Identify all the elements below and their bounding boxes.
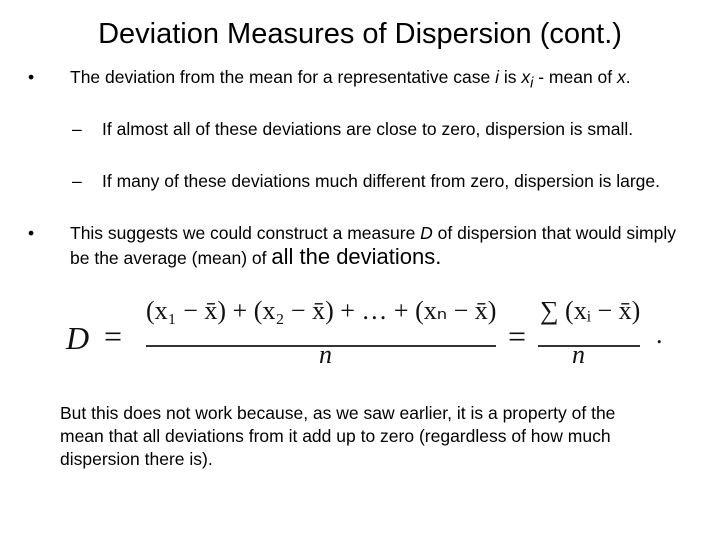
bullet-marker: • xyxy=(28,67,35,87)
sub-bullet-small-dispersion xyxy=(72,118,682,141)
formula-denominator: n xyxy=(319,340,332,369)
formula-equals: = xyxy=(104,318,123,354)
bullet-text: This suggests we could construct a measure D of dispersion that would simply be the average (mean) of all the deviations. xyxy=(70,223,676,269)
mean-deviation-formula xyxy=(62,296,682,376)
formula-equals: = xyxy=(508,318,527,354)
sub-bullet-large-dispersion xyxy=(72,170,682,193)
sub-bullet-text: If almost all of these deviations are close to zero, dispersion is small. xyxy=(102,119,634,139)
formula-period: . xyxy=(656,320,663,349)
sub-bullet-marker: – xyxy=(72,119,82,139)
slide-title: Deviation Measures of Dispersion (cont.) xyxy=(98,18,622,50)
conclusion-text: But this does not work because, as we saw earlier, it is a property of the mean that all deviations from it add up to zero (regardless of how much dispersion there is). xyxy=(60,403,616,469)
bullet-text: The deviation from the mean for a representative case i is $x_i$ - mean of x. xyxy=(70,67,631,92)
bullet-marker: • xyxy=(28,223,35,243)
sub-bullet-text: If many of these deviations much different from zero, dispersion is large. xyxy=(102,171,661,191)
formula-denominator: n xyxy=(572,340,585,369)
sub-bullet-marker: – xyxy=(72,171,82,191)
formula-numerator-expanded: (x₁ − x̄) + (x₂ − x̄) + … + (xₙ − x̄) xyxy=(146,296,497,325)
fraction-bar xyxy=(538,345,640,347)
formula-numerator-sum: ∑ (xᵢ − x̄) xyxy=(540,296,641,325)
bullet-measure-d xyxy=(28,222,688,270)
bullet-deviation-definition xyxy=(28,66,688,96)
formula-lhs: D xyxy=(66,320,90,356)
